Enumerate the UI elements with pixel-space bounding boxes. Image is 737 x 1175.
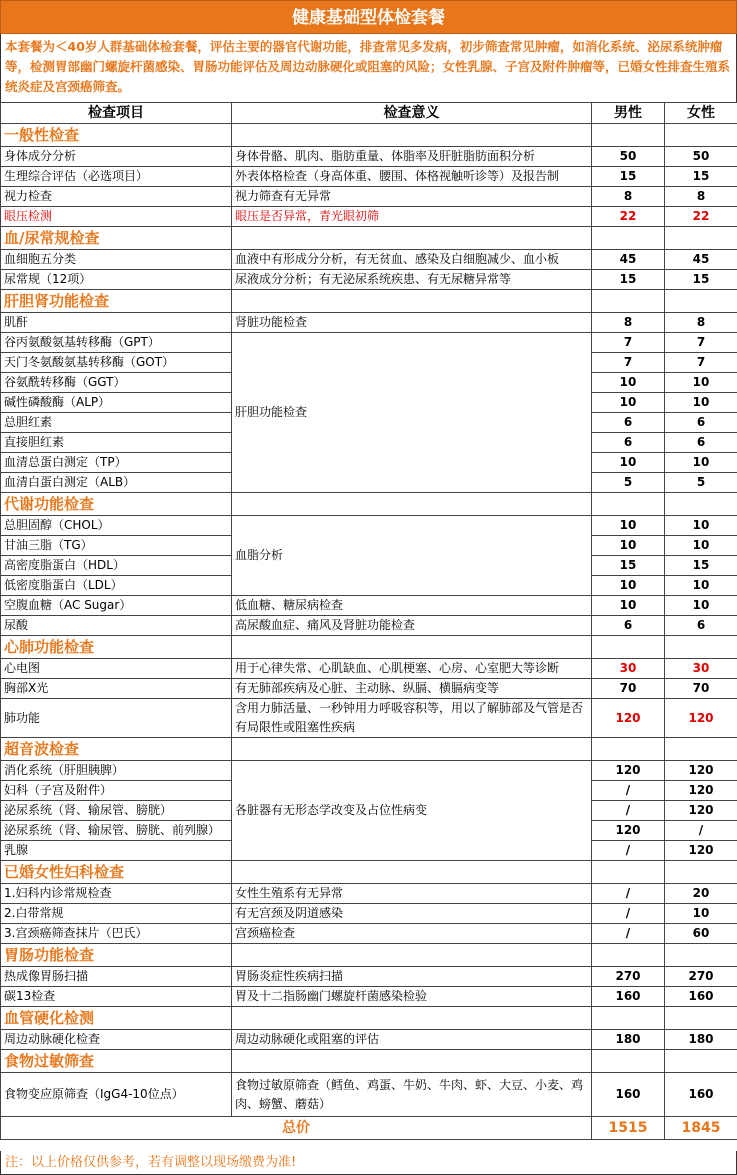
table-row xyxy=(1,187,737,207)
item-name: 甘油三脂（TG） xyxy=(1,536,232,556)
item-name: 身体成分分析 xyxy=(1,147,232,167)
item-name: 高密度脂蛋白（HDL） xyxy=(1,556,232,576)
section-row xyxy=(1,861,737,884)
table-row xyxy=(1,616,737,636)
section-row xyxy=(1,1007,737,1030)
item-name: 尿酸 xyxy=(1,616,232,636)
price-female: 160 xyxy=(665,1073,737,1117)
section-title: 心肺功能检查 xyxy=(1,636,232,659)
price-male: 30 xyxy=(592,659,665,679)
item-name: 心电图 xyxy=(1,659,232,679)
price-female: 70 xyxy=(665,679,737,699)
price-male: / xyxy=(592,781,665,801)
price-male: 7 xyxy=(592,353,665,373)
table-row xyxy=(1,313,737,333)
item-name: 食物变应原筛查（IgG4-10位点） xyxy=(1,1073,232,1117)
table-row xyxy=(1,207,737,227)
item-meaning: 尿液成分分析；有无泌尿系统疾患、有无尿糖异常等 xyxy=(232,270,592,290)
price-male: / xyxy=(592,884,665,904)
price-male: 6 xyxy=(592,616,665,636)
table-row xyxy=(1,250,737,270)
item-meaning: 含用力肺活量、一秒钟用力呼吸容积等，用以了解肺部及气管是否有局限性或阻塞性疾病 xyxy=(232,699,592,738)
table-row xyxy=(1,167,737,187)
checkup-table xyxy=(0,102,737,1140)
item-meaning: 有无肺部疾病及心脏、主动脉、纵膈、横膈病变等 xyxy=(232,679,592,699)
price-female: 45 xyxy=(665,250,737,270)
table-header-row xyxy=(1,103,737,124)
header-female: 女性 xyxy=(665,103,737,124)
price-female: 15 xyxy=(665,556,737,576)
price-male: / xyxy=(592,924,665,944)
price-male: 10 xyxy=(592,576,665,596)
item-meaning: 有无宫颈及阴道感染 xyxy=(232,904,592,924)
table-row xyxy=(1,884,737,904)
price-female: 120 xyxy=(665,761,737,781)
page-title: 健康基础型体检套餐 xyxy=(0,0,737,34)
price-female: 50 xyxy=(665,147,737,167)
item-name: 直接胆红素 xyxy=(1,433,232,453)
table-row xyxy=(1,967,737,987)
price-female: 8 xyxy=(665,187,737,207)
item-name: 谷氨酰转移酶（GGT） xyxy=(1,373,232,393)
price-female: 10 xyxy=(665,536,737,556)
price-female: 10 xyxy=(665,596,737,616)
item-name: 乳腺 xyxy=(1,841,232,861)
item-name: 2.白带常规 xyxy=(1,904,232,924)
item-name: 生理综合评估（必选项目） xyxy=(1,167,232,187)
price-male: 120 xyxy=(592,699,665,738)
item-meaning: 视力筛查有无异常 xyxy=(232,187,592,207)
price-female: 30 xyxy=(665,659,737,679)
item-meaning: 血液中有形成分分析，有无贫血、感染及白细胞减少、血小板 xyxy=(232,250,592,270)
item-name: 尿常规（12项） xyxy=(1,270,232,290)
table-row xyxy=(1,659,737,679)
item-name: 眼压检测 xyxy=(1,207,232,227)
section-row xyxy=(1,636,737,659)
item-name: 低密度脂蛋白（LDL） xyxy=(1,576,232,596)
price-male: 180 xyxy=(592,1030,665,1050)
price-male: 50 xyxy=(592,147,665,167)
item-name: 空腹血糖（AC Sugar） xyxy=(1,596,232,616)
item-meaning-group: 肝胆功能检查 xyxy=(232,333,592,493)
price-female: 6 xyxy=(665,616,737,636)
item-name: 谷丙氨酸氨基转移酶（GPT） xyxy=(1,333,232,353)
table-row xyxy=(1,147,737,167)
price-female: 10 xyxy=(665,904,737,924)
item-meaning: 眼压是否异常，青光眼初筛 xyxy=(232,207,592,227)
package-intro: 本套餐为＜40岁人群基础体检套餐，评估主要的器官代谢功能，排查常见多发病，初步筛查常见肿瘤，如消化系统、泌尿系统肿瘤等，检测胃部幽门螺旋杆菌感染、胃肠功能评估及周边动脉硬化或阻塞的风险；女性乳腺、子宫及附件肿瘤等，已婚女性排查生殖系统炎症及宫颈癌筛查。 xyxy=(0,34,737,102)
price-female: 10 xyxy=(665,373,737,393)
section-title: 血管硬化检测 xyxy=(1,1007,232,1030)
price-male: 10 xyxy=(592,373,665,393)
price-female: 6 xyxy=(665,433,737,453)
total-female: 1845 xyxy=(665,1117,737,1140)
price-male: 120 xyxy=(592,821,665,841)
header-item: 检查项目 xyxy=(1,103,232,124)
section-row xyxy=(1,1050,737,1073)
item-name: 泌尿系统（肾、输尿管、膀胱、前列腺） xyxy=(1,821,232,841)
price-male: / xyxy=(592,904,665,924)
section-title: 肝胆肾功能检查 xyxy=(1,290,232,313)
price-female: 10 xyxy=(665,576,737,596)
item-name: 1.妇科内诊常规检查 xyxy=(1,884,232,904)
item-meaning: 身体骨骼、肌肉、脂肪重量、体脂率及肝脏脂肪面积分析 xyxy=(232,147,592,167)
price-female: 120 xyxy=(665,781,737,801)
item-name: 胸部X光 xyxy=(1,679,232,699)
item-name: 总胆固醇（CHOL） xyxy=(1,516,232,536)
price-female: 120 xyxy=(665,841,737,861)
total-row xyxy=(1,1117,737,1140)
section-row xyxy=(1,944,737,967)
table-row xyxy=(1,699,737,738)
item-name: 血清白蛋白测定（ALB） xyxy=(1,473,232,493)
item-meaning: 高尿酸血症、痛风及肾脏功能检查 xyxy=(232,616,592,636)
section-title: 血/尿常规检查 xyxy=(1,227,232,250)
price-male: 10 xyxy=(592,393,665,413)
price-male: 15 xyxy=(592,167,665,187)
section-title: 已婚女性妇科检查 xyxy=(1,861,232,884)
item-meaning: 用于心律失常、心肌缺血、心肌梗塞、心房、心室肥大等诊断 xyxy=(232,659,592,679)
item-meaning: 食物过敏原筛查（鳕鱼、鸡蛋、牛奶、牛肉、虾、大豆、小麦、鸡肉、螃蟹、蘑菇） xyxy=(232,1073,592,1117)
price-female: / xyxy=(665,821,737,841)
section-title: 代谢功能检查 xyxy=(1,493,232,516)
item-name: 总胆红素 xyxy=(1,413,232,433)
item-name: 肌酐 xyxy=(1,313,232,333)
price-male: 15 xyxy=(592,556,665,576)
price-male: / xyxy=(592,801,665,821)
price-female: 10 xyxy=(665,453,737,473)
item-name: 天门冬氨酸氨基转移酶（GOT） xyxy=(1,353,232,373)
price-male: 10 xyxy=(592,596,665,616)
price-male: 10 xyxy=(592,516,665,536)
section-title: 一般性检查 xyxy=(1,124,232,147)
section-title: 食物过敏筛查 xyxy=(1,1050,232,1073)
price-female: 7 xyxy=(665,353,737,373)
item-name: 泌尿系统（肾、输尿管、膀胱） xyxy=(1,801,232,821)
item-name: 热成像胃肠扫描 xyxy=(1,967,232,987)
price-male: 160 xyxy=(592,987,665,1007)
price-male: 5 xyxy=(592,473,665,493)
table-row xyxy=(1,1030,737,1050)
price-male: 10 xyxy=(592,453,665,473)
item-name: 视力检查 xyxy=(1,187,232,207)
price-male: 6 xyxy=(592,413,665,433)
item-meaning-group: 血脂分析 xyxy=(232,516,592,596)
total-label: 总价 xyxy=(1,1117,592,1140)
table-row xyxy=(1,333,737,353)
item-name: 碳13检查 xyxy=(1,987,232,1007)
item-name: 血细胞五分类 xyxy=(1,250,232,270)
section-row xyxy=(1,227,737,250)
total-male: 1515 xyxy=(592,1117,665,1140)
item-meaning: 宫颈癌检查 xyxy=(232,924,592,944)
header-male: 男性 xyxy=(592,103,665,124)
item-name: 碱性磷酸酶（ALP） xyxy=(1,393,232,413)
price-male: 15 xyxy=(592,270,665,290)
price-male: 160 xyxy=(592,1073,665,1117)
price-male: / xyxy=(592,841,665,861)
price-female: 7 xyxy=(665,333,737,353)
table-row xyxy=(1,904,737,924)
price-female: 270 xyxy=(665,967,737,987)
price-female: 10 xyxy=(665,516,737,536)
price-female: 120 xyxy=(665,801,737,821)
section-title: 胃肠功能检查 xyxy=(1,944,232,967)
table-row xyxy=(1,270,737,290)
price-female: 5 xyxy=(665,473,737,493)
price-male: 8 xyxy=(592,313,665,333)
item-meaning: 周边动脉硬化或阻塞的评估 xyxy=(232,1030,592,1050)
price-female: 10 xyxy=(665,393,737,413)
price-female: 120 xyxy=(665,699,737,738)
price-female: 15 xyxy=(665,167,737,187)
table-row xyxy=(1,987,737,1007)
section-row xyxy=(1,290,737,313)
price-male: 7 xyxy=(592,333,665,353)
item-name: 肺功能 xyxy=(1,699,232,738)
item-name: 3.宫颈癌筛查抹片（巴氏） xyxy=(1,924,232,944)
price-female: 8 xyxy=(665,313,737,333)
price-female: 180 xyxy=(665,1030,737,1050)
item-meaning: 女性生殖系有无异常 xyxy=(232,884,592,904)
price-male: 70 xyxy=(592,679,665,699)
footnote: 注：以上价格仅供参考，若有调整以现场缴费为准! xyxy=(0,1151,737,1175)
table-row xyxy=(1,516,737,536)
item-name: 周边动脉硬化检查 xyxy=(1,1030,232,1050)
section-row xyxy=(1,124,737,147)
item-name: 血清总蛋白测定（TP） xyxy=(1,453,232,473)
price-male: 22 xyxy=(592,207,665,227)
section-title: 超音波检查 xyxy=(1,738,232,761)
price-female: 160 xyxy=(665,987,737,1007)
price-female: 15 xyxy=(665,270,737,290)
table-row xyxy=(1,761,737,781)
price-female: 6 xyxy=(665,413,737,433)
item-meaning: 肾脏功能检查 xyxy=(232,313,592,333)
price-male: 10 xyxy=(592,536,665,556)
section-row xyxy=(1,738,737,761)
price-female: 22 xyxy=(665,207,737,227)
table-row xyxy=(1,596,737,616)
header-meaning: 检查意义 xyxy=(232,103,592,124)
item-name: 消化系统（肝胆胰脾） xyxy=(1,761,232,781)
table-row xyxy=(1,679,737,699)
item-meaning-group: 各脏器有无形态学改变及占位性病变 xyxy=(232,761,592,861)
price-male: 6 xyxy=(592,433,665,453)
item-name: 妇科（子宫及附件） xyxy=(1,781,232,801)
table-row xyxy=(1,1073,737,1117)
section-row xyxy=(1,493,737,516)
price-male: 270 xyxy=(592,967,665,987)
price-female: 60 xyxy=(665,924,737,944)
item-meaning: 胃及十二指肠幽门螺旋杆菌感染检验 xyxy=(232,987,592,1007)
table-row xyxy=(1,924,737,944)
price-male: 8 xyxy=(592,187,665,207)
item-meaning: 低血糖、糖尿病检查 xyxy=(232,596,592,616)
price-male: 45 xyxy=(592,250,665,270)
price-female: 20 xyxy=(665,884,737,904)
price-male: 120 xyxy=(592,761,665,781)
item-meaning: 外表体格检查（身高体重、腰围、体格视触听诊等）及报告制 xyxy=(232,167,592,187)
item-meaning: 胃肠炎症性疾病扫描 xyxy=(232,967,592,987)
